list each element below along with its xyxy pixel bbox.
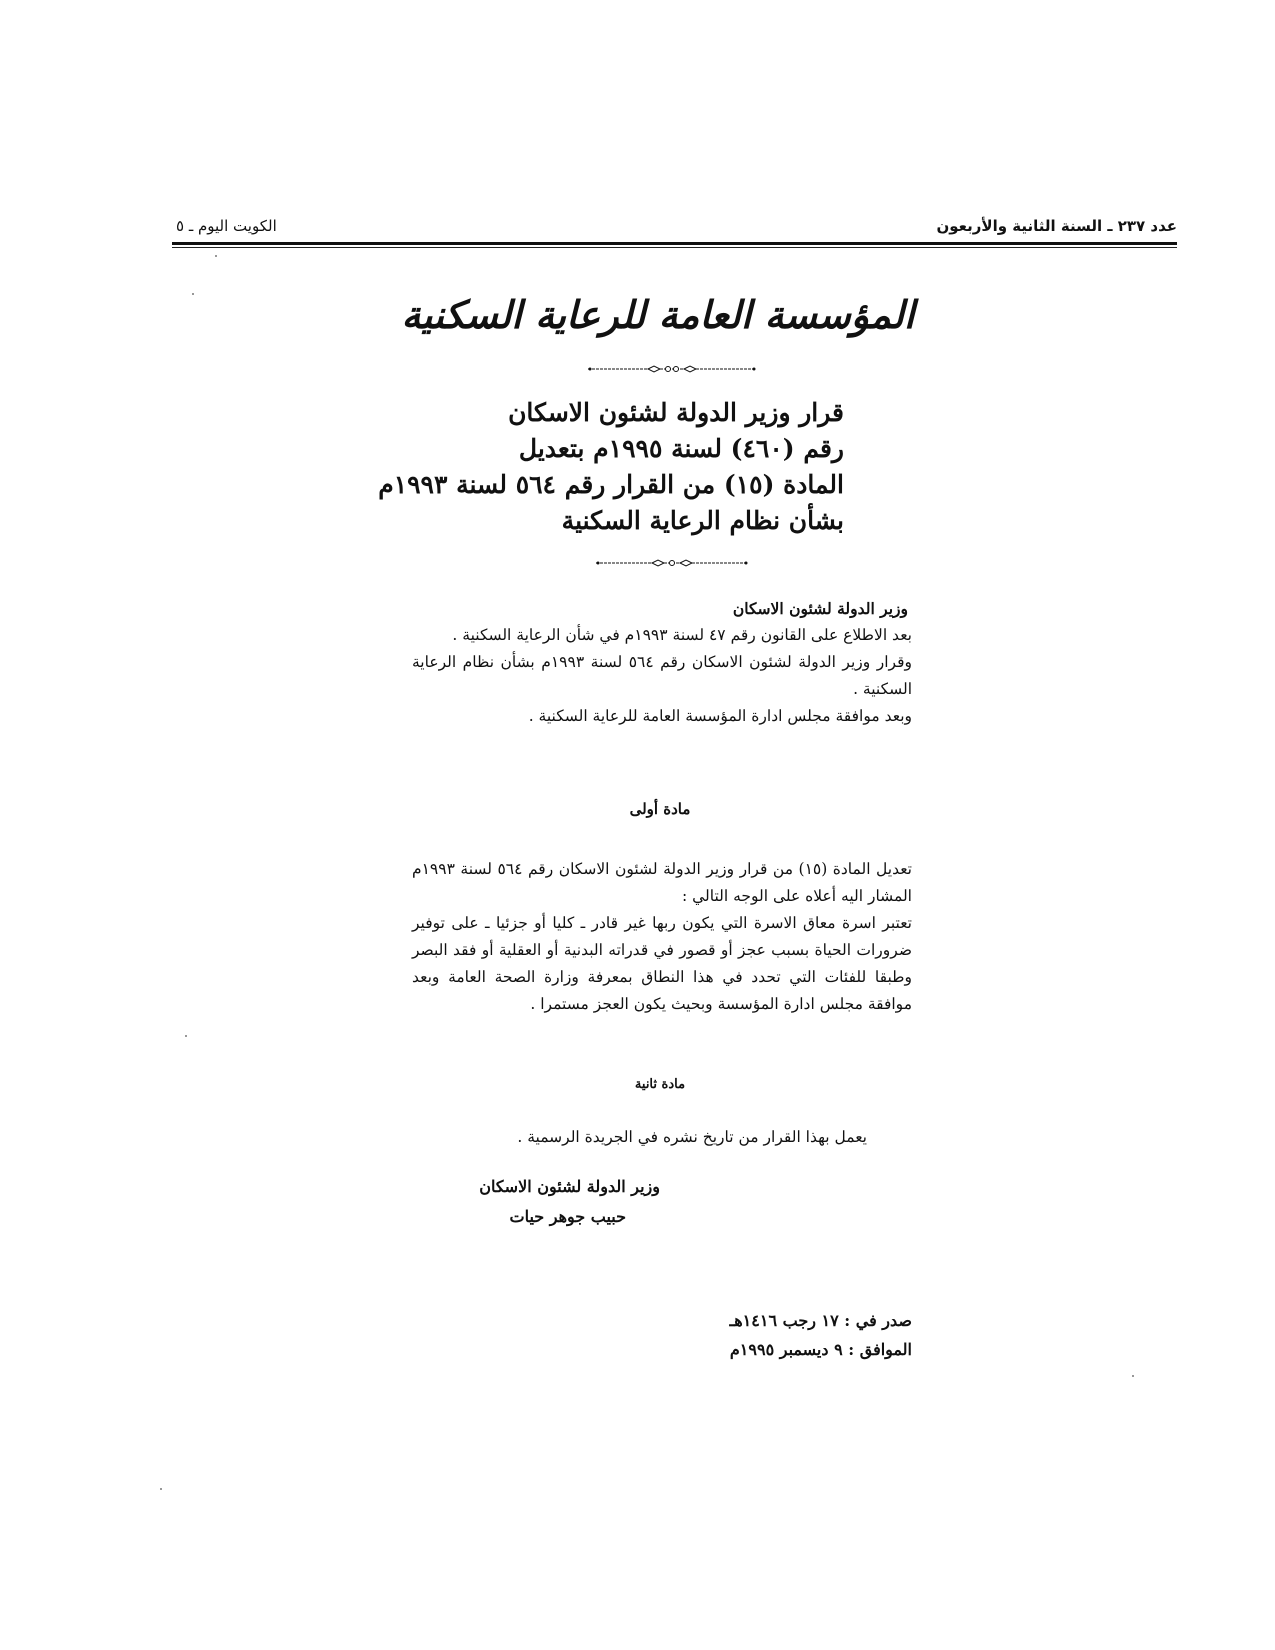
ornament-divider-bottom <box>596 558 748 568</box>
scan-speck <box>160 1488 162 1490</box>
institution-logo: المؤسسة العامة للرعاية السكنية <box>401 291 915 337</box>
article-1-text: تعتبر اسرة معاق الاسرة التي يكون ربها غير قادر ـ كليا أو جزئيا ـ على توفير ضرورات الحياة بسبب عجز أو قصور في قدراته البدنية أو العقلية أو فقد البصر وطبقا للفئات التي تحدد في هذا النطاق بمعرفة وزارة الصحة العامة وبعد موافقة مجلس ادارة المؤسسة وبحيث يكون العجز مستمرا . <box>412 914 912 1013</box>
ornament-divider-top <box>588 364 756 374</box>
scan-speck <box>215 255 217 257</box>
header-rule <box>172 242 1177 245</box>
signature-block <box>479 1172 660 1232</box>
signatory-title: وزير الدولة لشئون الاسكان <box>479 1177 660 1196</box>
issuing-authority: وزير الدولة لشئون الاسكان <box>732 599 908 618</box>
article-2-heading: مادة ثانية <box>634 1077 686 1092</box>
header-rule-thin <box>172 247 1177 248</box>
scan-speck <box>192 293 194 295</box>
preamble <box>412 595 912 730</box>
article-2-body: يعمل بهذا القرار من تاريخ نشره في الجريدة الرسمية . <box>517 1128 867 1146</box>
hijri-date: صدر في : ١٧ رجب ١٤١٦هـ <box>729 1311 912 1330</box>
title-line: بشأن نظام الرعاية السكنية <box>561 506 844 535</box>
article-1-intro: تعديل المادة (١٥) من قرار وزير الدولة لشئون الاسكان رقم ٥٦٤ لسنة ١٩٩٣م المشار اليه أعلاه على الوجه التالي : <box>412 860 912 905</box>
scan-speck <box>1132 1375 1134 1377</box>
decision-title <box>378 395 844 539</box>
preamble-clause: وبعد موافقة مجلس ادارة المؤسسة العامة للرعاية السكنية . <box>528 707 912 725</box>
preamble-clause: بعد الاطلاع على القانون رقم ٤٧ لسنة ١٩٩٣م في شأن الرعاية السكنية . <box>452 626 912 644</box>
issue-header: عدد ٢٣٧ ـ السنة الثانية والأربعون <box>936 217 1177 235</box>
issue-date-block <box>730 1306 912 1364</box>
article-1-body <box>412 856 912 1018</box>
title-line: رقم (٤٦٠) لسنة ١٩٩٥م بتعديل <box>518 434 844 463</box>
page-number-header: الكويت اليوم ـ ٥ <box>176 217 277 235</box>
title-line: المادة (١٥) من القرار رقم ٥٦٤ لسنة ١٩٩٣م <box>378 470 844 499</box>
article-1-heading: مادة أولى <box>629 800 691 818</box>
gregorian-date: الموافق : ٩ ديسمبر ١٩٩٥م <box>729 1340 912 1359</box>
title-line: قرار وزير الدولة لشئون الاسكان <box>508 398 844 427</box>
scan-speck <box>185 1035 187 1037</box>
signatory-name: حبيب جوهر حيات <box>509 1207 626 1226</box>
preamble-clause: وقرار وزير الدولة لشئون الاسكان رقم ٥٦٤ لسنة ١٩٩٣م بشأن نظام الرعاية السكنية . <box>412 653 912 698</box>
